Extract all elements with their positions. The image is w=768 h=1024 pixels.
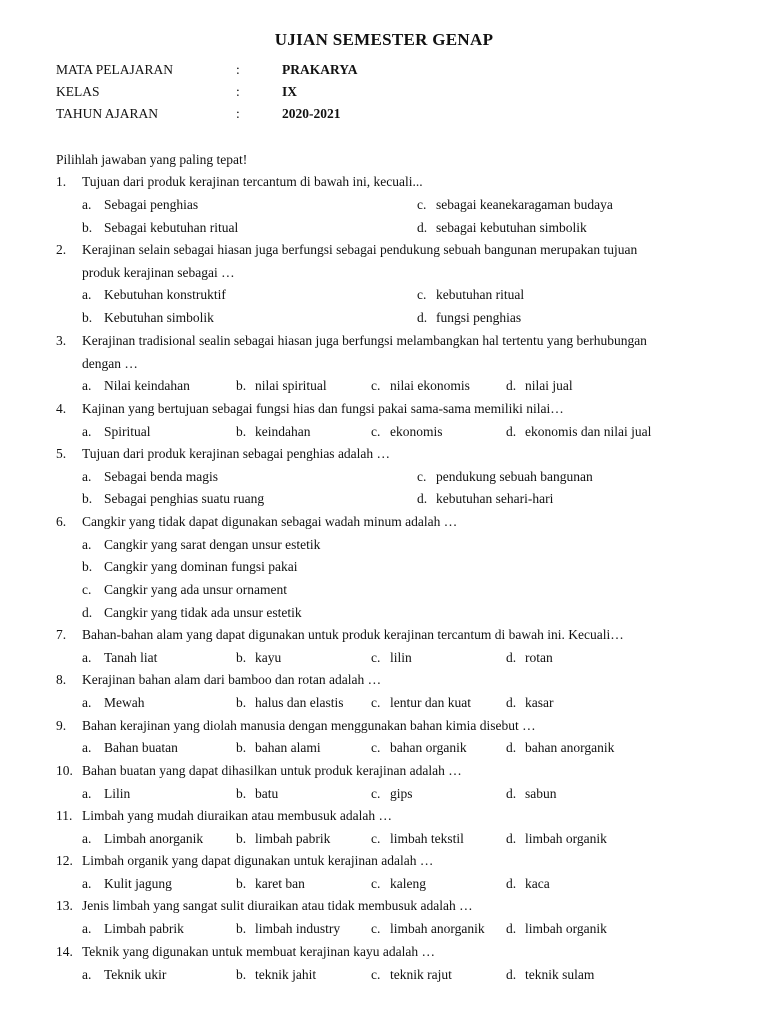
option-letter: a. <box>82 967 92 982</box>
option-text: gips <box>390 786 413 801</box>
option-letter: a. <box>82 537 92 552</box>
info-value: PRAKARYA <box>282 62 358 77</box>
option-text: Limbah anorganik <box>104 831 204 846</box>
option-text: bahan anorganik <box>525 740 615 755</box>
option-text: Cangkir yang dominan fungsi pakai <box>104 559 298 574</box>
option-letter: d. <box>417 220 428 235</box>
option-text: lilin <box>390 650 412 665</box>
option-letter: c. <box>371 876 381 891</box>
option-letter: d. <box>506 831 517 846</box>
option-text: kasar <box>525 695 554 710</box>
question-number: 7. <box>56 627 67 642</box>
option-text: kaleng <box>390 876 426 891</box>
option-text: Limbah pabrik <box>104 921 184 936</box>
option-letter: d. <box>506 921 517 936</box>
option-text: fungsi penghias <box>436 310 522 325</box>
option-letter: c. <box>371 831 381 846</box>
option-text: kaca <box>525 876 550 891</box>
option-text: Sebagai kebutuhan ritual <box>104 220 239 235</box>
option-text: nilai jual <box>525 378 573 393</box>
option-letter: a. <box>82 469 92 484</box>
option-text: Kebutuhan simbolik <box>104 310 214 325</box>
option-text: kebutuhan ritual <box>436 287 525 302</box>
option-letter: c. <box>417 287 427 302</box>
option-text: nilai spiritual <box>255 378 327 393</box>
option-letter: a. <box>82 695 92 710</box>
question-text: Kerajinan tradisional sealin sebagai hiasan juga berfungsi melambangkan hal tertentu yang berhubungan <box>82 333 647 348</box>
option-letter: b. <box>82 310 93 325</box>
option-text: sebagai kebutuhan simbolik <box>436 220 587 235</box>
option-letter: c. <box>371 740 381 755</box>
info-value: IX <box>282 84 298 99</box>
option-letter: b. <box>236 650 247 665</box>
question-text: Cangkir yang tidak dapat digunakan sebagai wadah minum adalah … <box>82 514 458 529</box>
option-letter: b. <box>82 491 93 506</box>
option-letter: b. <box>236 424 247 439</box>
info-label: KELAS <box>56 84 100 99</box>
question-text: Jenis limbah yang sangat sulit diuraikan atau tidak membusuk adalah … <box>82 898 473 913</box>
option-text: Bahan buatan <box>104 740 178 755</box>
question-number: 3. <box>56 333 67 348</box>
question-text: Bahan kerajinan yang diolah manusia dengan menggunakan bahan kimia disebut … <box>82 718 536 733</box>
option-letter: c. <box>82 582 92 597</box>
option-text: karet ban <box>255 876 305 891</box>
question-text-continued: dengan … <box>82 356 138 371</box>
option-text: Tanah liat <box>104 650 158 665</box>
option-letter: d. <box>417 491 428 506</box>
question-number: 12. <box>56 853 73 868</box>
option-text: pendukung sebuah bangunan <box>436 469 593 484</box>
option-text: nilai ekonomis <box>390 378 470 393</box>
option-letter: c. <box>371 967 381 982</box>
option-letter: b. <box>236 740 247 755</box>
exam-title: UJIAN SEMESTER GENAP <box>274 30 494 49</box>
option-letter: a. <box>82 786 92 801</box>
option-text: kayu <box>255 650 282 665</box>
option-letter: c. <box>417 197 427 212</box>
option-letter: d. <box>417 310 428 325</box>
option-text: bahan organik <box>390 740 467 755</box>
option-text: Cangkir yang ada unsur ornament <box>104 582 287 597</box>
info-label: MATA PELAJARAN <box>56 62 174 77</box>
question-text: Limbah yang mudah diuraikan atau membusuk adalah … <box>82 808 393 823</box>
option-text: lentur dan kuat <box>390 695 471 710</box>
option-letter: b. <box>236 786 247 801</box>
info-colon: : <box>236 62 240 77</box>
option-letter: a. <box>82 650 92 665</box>
info-value: 2020-2021 <box>282 106 341 121</box>
question-text: Bahan-bahan alam yang dapat digunakan untuk produk kerajinan tercantum di bawah ini. Kecuali… <box>82 627 624 642</box>
question-text: Tujuan dari produk kerajinan sebagai penghias adalah … <box>82 446 391 461</box>
option-text: kebutuhan sehari-hari <box>436 491 554 506</box>
option-text: Spiritual <box>104 424 151 439</box>
option-letter: b. <box>236 921 247 936</box>
question-number: 6. <box>56 514 67 529</box>
option-letter: a. <box>82 378 92 393</box>
option-text: keindahan <box>255 424 311 439</box>
option-letter: a. <box>82 424 92 439</box>
option-text: batu <box>255 786 279 801</box>
question-number: 11. <box>56 808 73 823</box>
option-text: limbah tekstil <box>390 831 464 846</box>
option-letter: a. <box>82 921 92 936</box>
info-row-subject <box>56 62 656 82</box>
option-text: Teknik ukir <box>104 967 167 982</box>
option-letter: d. <box>506 695 517 710</box>
option-text: Sebagai benda magis <box>104 469 218 484</box>
option-letter: c. <box>371 695 381 710</box>
question-number: 4. <box>56 401 67 416</box>
option-text: limbah organik <box>525 921 607 936</box>
question-number: 2. <box>56 242 67 257</box>
option-letter: b. <box>236 695 247 710</box>
option-text: ekonomis dan nilai jual <box>525 424 652 439</box>
question-number: 9. <box>56 718 67 733</box>
option-letter: c. <box>371 378 381 393</box>
option-text: limbah industry <box>255 921 341 936</box>
option-text: Kebutuhan konstruktif <box>104 287 226 302</box>
option-letter: d. <box>506 650 517 665</box>
option-text: Cangkir yang sarat dengan unsur estetik <box>104 537 321 552</box>
instruction-text: Pilihlah jawaban yang paling tepat! <box>56 152 248 167</box>
info-row-year <box>56 106 656 126</box>
info-colon: : <box>236 106 240 121</box>
option-letter: d. <box>506 786 517 801</box>
option-letter: a. <box>82 876 92 891</box>
option-letter: b. <box>82 220 93 235</box>
option-text: limbah organik <box>525 831 607 846</box>
option-letter: d. <box>506 378 517 393</box>
option-letter: a. <box>82 197 92 212</box>
option-letter: d. <box>506 424 517 439</box>
option-letter: d. <box>506 740 517 755</box>
option-text: teknik jahit <box>255 967 317 982</box>
info-row-class <box>56 84 656 104</box>
question-text: Tujuan dari produk kerajinan tercantum di bawah ini, kecuali... <box>82 174 423 189</box>
option-text: rotan <box>525 650 553 665</box>
option-letter: b. <box>236 831 247 846</box>
option-text: Mewah <box>104 695 145 710</box>
option-text: teknik rajut <box>390 967 452 982</box>
option-text: Cangkir yang tidak ada unsur estetik <box>104 605 302 620</box>
question-text: Teknik yang digunakan untuk membuat kerajinan kayu adalah … <box>82 944 435 959</box>
option-text: Nilai keindahan <box>104 378 190 393</box>
option-letter: c. <box>371 650 381 665</box>
option-letter: c. <box>417 469 427 484</box>
question-number: 13. <box>56 898 73 913</box>
option-letter: b. <box>82 559 93 574</box>
option-text: halus dan elastis <box>255 695 344 710</box>
question-number: 5. <box>56 446 67 461</box>
option-text: teknik sulam <box>525 967 595 982</box>
option-letter: c. <box>371 424 381 439</box>
option-text: sebagai keanekaragaman budaya <box>436 197 613 212</box>
option-text: ekonomis <box>390 424 443 439</box>
option-letter: c. <box>371 786 381 801</box>
option-text: limbah anorganik <box>390 921 485 936</box>
question-text-continued: produk kerajinan sebagai … <box>82 265 235 280</box>
option-text: Sebagai penghias <box>104 197 199 212</box>
option-text: Sebagai penghias suatu ruang <box>104 491 265 506</box>
question-text: Limbah organik yang dapat digunakan untuk kerajinan adalah … <box>82 853 434 868</box>
option-letter: d. <box>82 605 93 620</box>
question-text: Kajinan yang bertujuan sebagai fungsi hias dan fungsi pakai sama-sama memiliki nilai… <box>82 401 564 416</box>
info-label: TAHUN AJARAN <box>56 106 159 121</box>
question-text: Kerajinan selain sebagai hiasan juga berfungsi sebagai pendukung sebuah bangunan merupakan tujuan <box>82 242 638 257</box>
option-text: bahan alami <box>255 740 321 755</box>
question-number: 10. <box>56 763 73 778</box>
option-text: Lilin <box>104 786 131 801</box>
question-text: Kerajinan bahan alam dari bamboo dan rotan adalah … <box>82 672 382 687</box>
info-colon: : <box>236 84 240 99</box>
option-text: limbah pabrik <box>255 831 331 846</box>
option-letter: a. <box>82 740 92 755</box>
question-number: 1. <box>56 174 67 189</box>
option-text: Kulit jagung <box>104 876 172 891</box>
option-letter: a. <box>82 831 92 846</box>
option-letter: c. <box>371 921 381 936</box>
option-letter: b. <box>236 967 247 982</box>
option-letter: b. <box>236 876 247 891</box>
question-number: 14. <box>56 944 73 959</box>
option-letter: b. <box>236 378 247 393</box>
question-text: Bahan buatan yang dapat dihasilkan untuk produk kerajinan adalah … <box>82 763 462 778</box>
option-letter: a. <box>82 287 92 302</box>
option-letter: d. <box>506 967 517 982</box>
option-text: sabun <box>525 786 557 801</box>
option-letter: d. <box>506 876 517 891</box>
question-number: 8. <box>56 672 67 687</box>
